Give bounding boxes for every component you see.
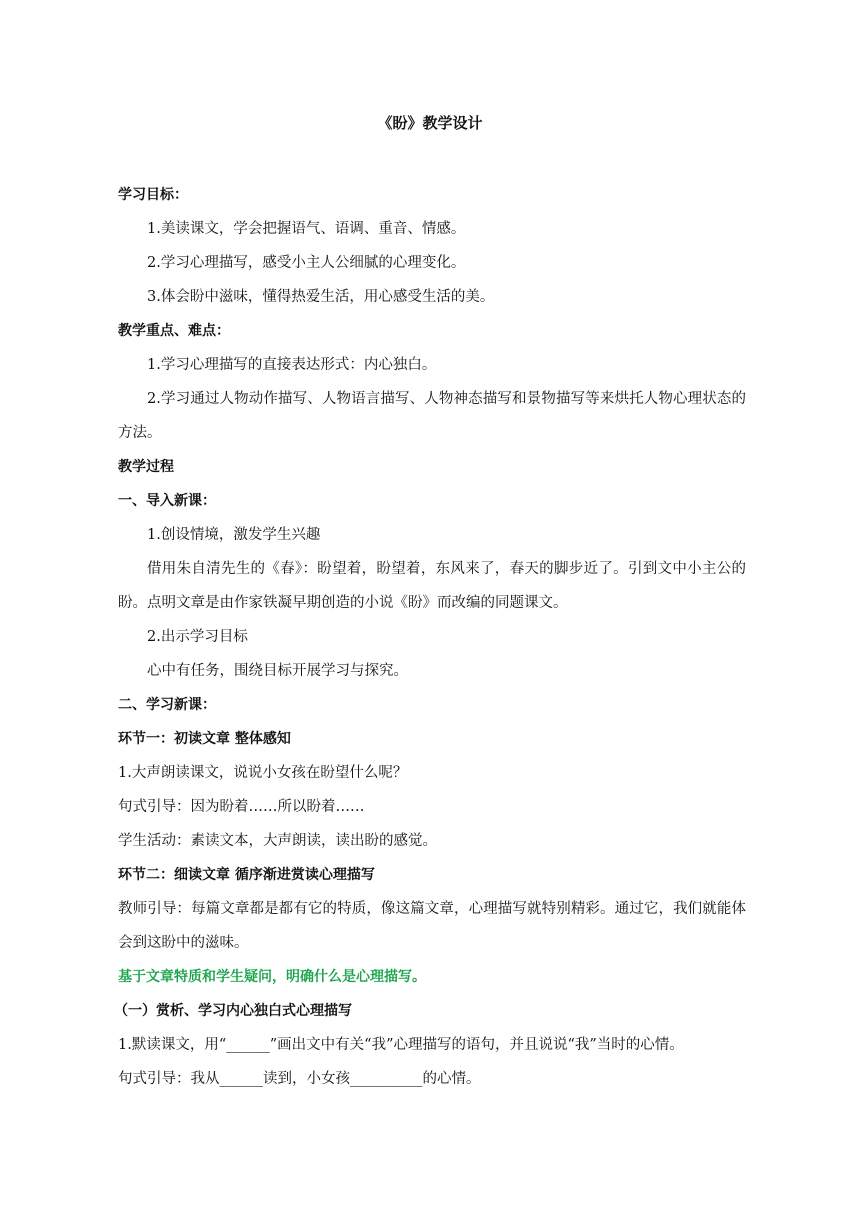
heading-monologue: （一）赏析、学习内心独白式心理描写 [114, 1003, 352, 1019]
heading-new-lesson: 二、学习新课： [118, 697, 216, 713]
paragraph: 3.体会盼中滋味，懂得热爱生活，用心感受生活的美。 [147, 289, 495, 305]
paragraph: 心中有任务，围绕目标开展学习与探究。 [147, 663, 408, 679]
paragraph: 1.学习心理描写的直接表达形式：内心独白。 [147, 357, 437, 373]
paragraph: 2.出示学习目标 [147, 629, 248, 645]
heading-key-points: 教学重点、难点： [118, 323, 230, 339]
heading-learning-goals: 学习目标： [118, 187, 188, 203]
paragraph: 句式引导：因为盼着……所以盼着…… [118, 799, 365, 815]
heading-stage-one: 环节一：初读文章 整体感知 [118, 731, 291, 747]
document-title: 《盼》教学设计 [377, 114, 483, 132]
document-body [114, 178, 746, 1096]
paragraph: 教师引导：每篇文章都是都有它的特质，像这篇文章，心理描写就特别精彩。通过它，我们就能体会到这盼中的滋味。 [118, 901, 746, 951]
highlight-note: 基于文章特质和学生疑问，明确什么是心理描写。 [118, 969, 426, 985]
paragraph: 1.创设情境，激发学生兴趣 [147, 527, 321, 543]
paragraph: 2.学习心理描写，感受小主人公细腻的心理变化。 [147, 255, 466, 271]
heading-introduction: 一、导入新课： [118, 493, 216, 509]
paragraph: 学生活动：素读文本，大声朗读，读出盼的感觉。 [118, 833, 437, 849]
heading-stage-two: 环节二：细读文章 循序渐进赏读心理描写 [118, 867, 375, 883]
paragraph: 句式引导：我从______读到，小女孩__________的心情。 [118, 1071, 481, 1087]
paragraph: 1.大声朗读课文，说说小女孩在盼望什么呢？ [118, 765, 408, 781]
paragraph: 借用朱自清先生的《春》：盼望着，盼望着，东风来了，春天的脚步近了。引到文中小主公的盼。点明文章是由作家铁凝早期创造的小说《盼》而改编的同题课文。 [118, 561, 746, 611]
paragraph: 1.默读课文，用“______”画出文中有关“我”心理描写的语句，并且说说“我”当时的心情。 [118, 1037, 684, 1053]
paragraph: 1.美读课文，学会把握语气、语调、重音、情感。 [147, 221, 466, 237]
paragraph: 2.学习通过人物动作描写、人物语言描写、人物神态描写和景物描写等来烘托人物心理状态的方法。 [118, 391, 746, 441]
heading-teaching-process: 教学过程 [118, 459, 174, 475]
